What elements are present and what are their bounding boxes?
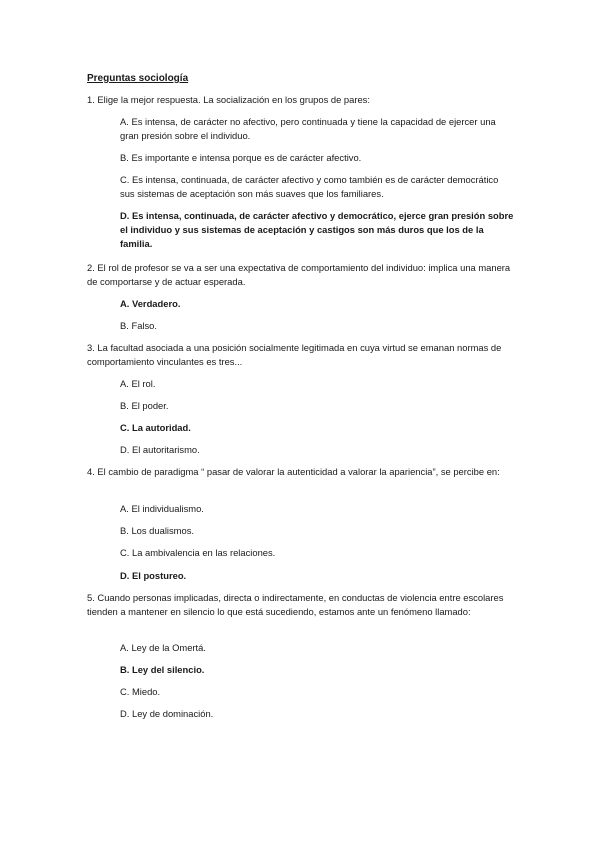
q5-option-d: D. Ley de dominación. bbox=[120, 708, 214, 719]
question-3: 3. La facultad asociada a una posición socialmente legitimada en cuya virtud se emanan normas de comportamiento vinculantes es tres... bbox=[87, 342, 502, 368]
q5-option-c: C. Miedo. bbox=[120, 686, 161, 697]
q3-option-d: D. El autoritarismo. bbox=[120, 444, 200, 455]
page-title: Preguntas sociología bbox=[87, 73, 189, 84]
q1-option-c: C. Es intensa, continuada, de carácter afectivo y como también es de carácter democrático sus sistemas de aceptación son más suaves que los familiares. bbox=[120, 174, 499, 200]
q5-option-b-correct: B. Ley del silencio. bbox=[120, 664, 205, 675]
q1-option-a: A. Es intensa, de carácter no afectivo, pero continuada y tiene la capacidad de ejercer una gran presión sobre el individuo. bbox=[120, 116, 496, 142]
q4-option-b: B. Los dualismos. bbox=[120, 525, 194, 536]
q2-option-a-correct: A. Verdadero. bbox=[120, 298, 181, 309]
q5-option-a: A. Ley de la Omertá. bbox=[120, 642, 206, 653]
q4-option-a: A. El individualismo. bbox=[120, 503, 204, 514]
q4-option-c: C. La ambivalencia en las relaciones. bbox=[120, 547, 276, 558]
q3-option-c-correct: C. La autoridad. bbox=[120, 422, 191, 433]
q3-option-a: A. El rol. bbox=[120, 378, 156, 389]
q2-option-b: B. Falso. bbox=[120, 320, 157, 331]
question-2: 2. El rol de profesor se va a ser una expectativa de comportamiento del individuo: implica una manera de comportarse y de actuar esperada. bbox=[87, 262, 511, 288]
q1-option-d-correct: D. Es intensa, continuada, de carácter afectivo y democrático, ejerce gran presión sobre el individuo y sus sistemas de aceptación y castigos son más duros que los de la familia. bbox=[120, 210, 514, 250]
q1-option-b: B. Es importante e intensa porque es de carácter afectivo. bbox=[120, 152, 362, 163]
q4-option-d-correct: D. El postureo. bbox=[120, 570, 187, 581]
question-4: 4. El cambio de paradigma “ pasar de valorar la autenticidad a valorar la apariencia”, se percibe en: bbox=[87, 466, 500, 477]
question-1: 1. Elige la mejor respuesta. La socialización en los grupos de pares: bbox=[87, 94, 370, 105]
question-5: 5. Cuando personas implicadas, directa o indirectamente, en conductas de violencia entre escolares tienden a mantener en silencio lo que está sucediendo, estamos ante un fenómeno llamado: bbox=[87, 592, 504, 618]
q3-option-b: B. El poder. bbox=[120, 400, 169, 411]
